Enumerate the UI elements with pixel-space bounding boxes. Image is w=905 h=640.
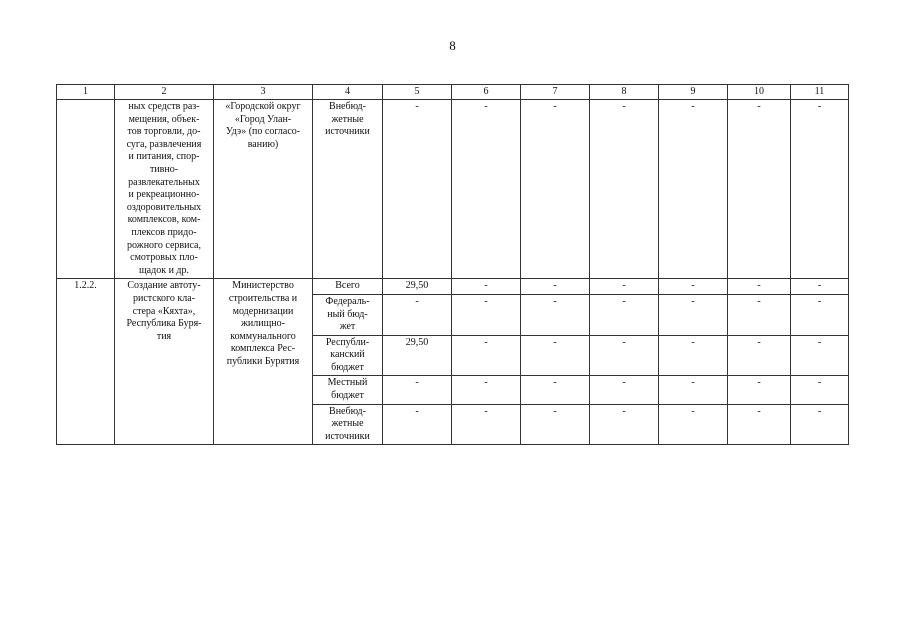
- funding-source-cell: Внебюд- жетные источники: [313, 100, 383, 279]
- value-cell: -: [452, 335, 521, 376]
- header-cell: 2: [115, 85, 214, 100]
- value-cell: -: [659, 294, 728, 335]
- value-cell: -: [521, 404, 590, 445]
- value-cell: -: [590, 376, 659, 404]
- value-cell: 29,50: [383, 335, 452, 376]
- header-cell: 11: [791, 85, 849, 100]
- value-cell: -: [521, 100, 590, 279]
- value-cell: -: [791, 294, 849, 335]
- header-cell: 3: [214, 85, 313, 100]
- header-cell: 8: [590, 85, 659, 100]
- value-cell: -: [590, 294, 659, 335]
- value-cell: -: [791, 404, 849, 445]
- header-cell: 1: [57, 85, 115, 100]
- header-cell: 9: [659, 85, 728, 100]
- value-cell: -: [728, 294, 791, 335]
- table-row: [57, 279, 849, 295]
- value-cell: -: [521, 335, 590, 376]
- value-cell: -: [728, 279, 791, 295]
- value-cell: -: [521, 376, 590, 404]
- funding-source-cell: Республи- канский бюджет: [313, 335, 383, 376]
- value-cell: -: [728, 404, 791, 445]
- value-cell: -: [728, 100, 791, 279]
- activity-name-cell: ных средств раз- мещения, объек- тов торговли, до- суга, развлечения и питания, спор- тивно- развлекательных и рекреационно- оздоровительных комплексов, ком- плексов придо- рожного сервиса, смотровых пло- щадок и др.: [115, 100, 214, 279]
- value-cell: -: [590, 335, 659, 376]
- value-cell: -: [659, 404, 728, 445]
- value-cell: -: [452, 404, 521, 445]
- value-cell: -: [791, 335, 849, 376]
- table-row: [57, 100, 849, 279]
- executor-cell: Министерство строительства и модернизации жилищно- коммунального комплекса Рес- публики Бурятия: [214, 279, 313, 445]
- header-cell: 7: [521, 85, 590, 100]
- funding-source-cell: Местный бюджет: [313, 376, 383, 404]
- header-cell: 4: [313, 85, 383, 100]
- value-cell: -: [590, 279, 659, 295]
- program-table: [56, 84, 849, 445]
- row-number-cell: 1.2.2.: [57, 279, 115, 445]
- value-cell: -: [521, 279, 590, 295]
- value-cell: -: [383, 376, 452, 404]
- header-cell: 6: [452, 85, 521, 100]
- value-cell: -: [452, 279, 521, 295]
- funding-source-cell: Всего: [313, 279, 383, 295]
- row-number-cell: [57, 100, 115, 279]
- value-cell: -: [659, 376, 728, 404]
- value-cell: -: [791, 100, 849, 279]
- header-cell: 10: [728, 85, 791, 100]
- value-cell: -: [452, 100, 521, 279]
- page-number: 8: [449, 38, 456, 53]
- activity-name-cell: Создание автоту- ристского кла- стера «Кяхта», Республика Буря- тия: [115, 279, 214, 445]
- value-cell: -: [383, 294, 452, 335]
- value-cell: -: [452, 294, 521, 335]
- header-row: [57, 85, 849, 100]
- value-cell: -: [659, 100, 728, 279]
- value-cell: -: [791, 376, 849, 404]
- value-cell: -: [521, 294, 590, 335]
- value-cell: -: [383, 100, 452, 279]
- value-cell: -: [659, 335, 728, 376]
- value-cell: 29,50: [383, 279, 452, 295]
- value-cell: -: [590, 100, 659, 279]
- value-cell: -: [791, 279, 849, 295]
- funding-source-cell: Федераль- ный бюд- жет: [313, 294, 383, 335]
- funding-source-cell: Внебюд- жетные источники: [313, 404, 383, 445]
- value-cell: -: [590, 404, 659, 445]
- header-cell: 5: [383, 85, 452, 100]
- value-cell: -: [728, 335, 791, 376]
- value-cell: -: [383, 404, 452, 445]
- executor-cell: «Городской округ «Город Улан- Удэ» (по согласо- ванию): [214, 100, 313, 279]
- value-cell: -: [728, 376, 791, 404]
- value-cell: -: [659, 279, 728, 295]
- value-cell: -: [452, 376, 521, 404]
